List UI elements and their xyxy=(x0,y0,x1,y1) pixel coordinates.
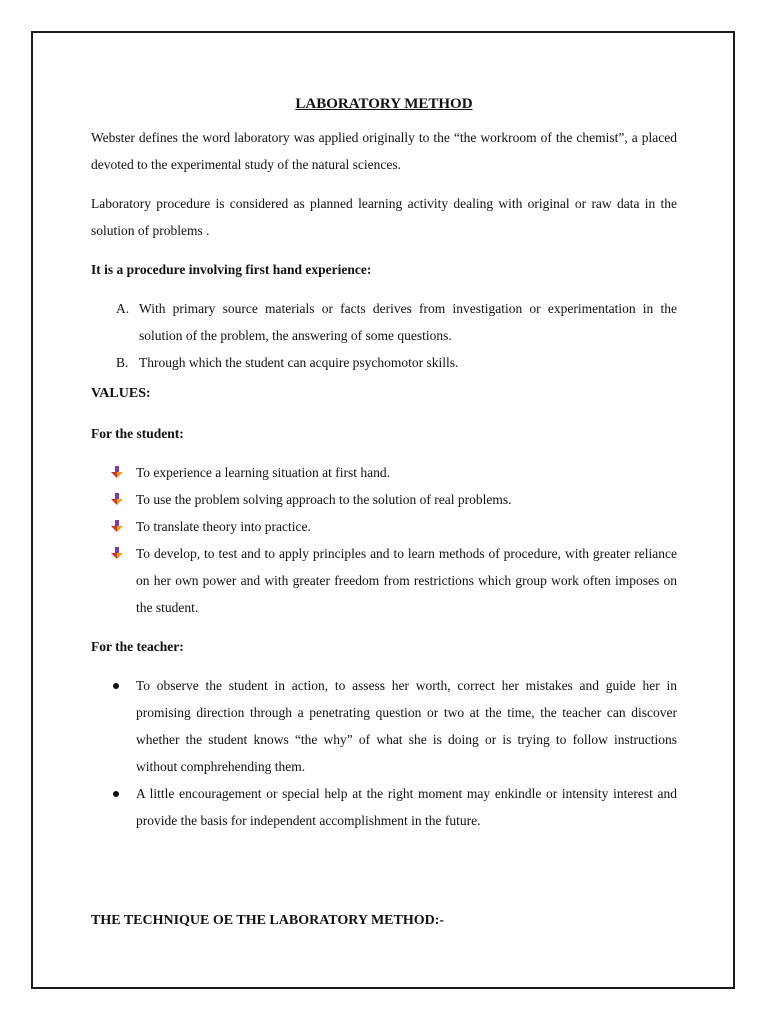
teacher-item xyxy=(91,780,677,834)
teacher-heading: For the teacher: xyxy=(91,639,184,654)
teacher-item-text: A little encouragement or special help at the right moment may enkindle or intensity interest and provide the basis for independent accomplishment in the future. xyxy=(136,786,677,828)
procedure-item xyxy=(91,349,677,376)
dot-bullet-icon xyxy=(113,683,119,689)
student-item-text: To develop, to test and to apply principles and to learn methods of procedure, with greater reliance on her own power and with greater freedom from restrictions which group work often imposes on the student. xyxy=(136,546,677,615)
student-item xyxy=(91,513,677,540)
document-title: LABORATORY METHOD xyxy=(295,96,473,112)
arrow-down-bullet-icon xyxy=(111,493,123,505)
document-body xyxy=(91,92,677,846)
student-heading: For the student: xyxy=(91,426,184,441)
arrow-down-bullet-icon xyxy=(111,520,123,532)
technique-heading: THE TECHNIQUE OE THE LABORATORY METHOD:- xyxy=(91,913,445,928)
dot-bullet-icon xyxy=(113,791,119,797)
student-item-text: To translate theory into practice. xyxy=(136,519,311,534)
list-marker: A. xyxy=(116,301,130,316)
procedure-heading: It is a procedure involving first hand experience: xyxy=(91,262,372,277)
procedure-item-text: Through which the student can acquire psychomotor skills. xyxy=(139,355,459,370)
arrow-down-bullet-icon xyxy=(111,547,123,559)
student-item xyxy=(91,540,677,621)
procedure-list xyxy=(91,295,677,376)
teacher-item-text: To observe the student in action, to assess her worth, correct her mistakes and guide her in promising direction through a penetrating question or two at the time, the teacher can discover whether the student knows “the why” of what she is doing or is trying to follow instructions without comphrehending them. xyxy=(136,678,677,774)
list-marker: B. xyxy=(116,355,129,370)
student-item xyxy=(91,486,677,513)
teacher-list xyxy=(91,672,677,834)
arrow-down-bullet-icon xyxy=(111,466,123,478)
student-item-text: To experience a learning situation at first hand. xyxy=(136,465,390,480)
student-list xyxy=(91,459,677,621)
intro-paragraph-2: Laboratory procedure is considered as planned learning activity dealing with original or raw data in the solution of problems . xyxy=(91,196,677,238)
intro-paragraph-1: Webster defines the word laboratory was applied originally to the “the workroom of the chemist”, a placed devoted to the experimental study of the natural sciences. xyxy=(91,130,677,172)
teacher-item xyxy=(91,672,677,780)
procedure-item xyxy=(91,295,677,349)
values-heading: VALUES: xyxy=(91,386,151,401)
procedure-item-text: With primary source materials or facts derives from investigation or experimentation in the solution of the problem, the answering of some questions. xyxy=(139,301,677,343)
student-item-text: To use the problem solving approach to the solution of real problems. xyxy=(136,492,512,507)
student-item xyxy=(91,459,677,486)
